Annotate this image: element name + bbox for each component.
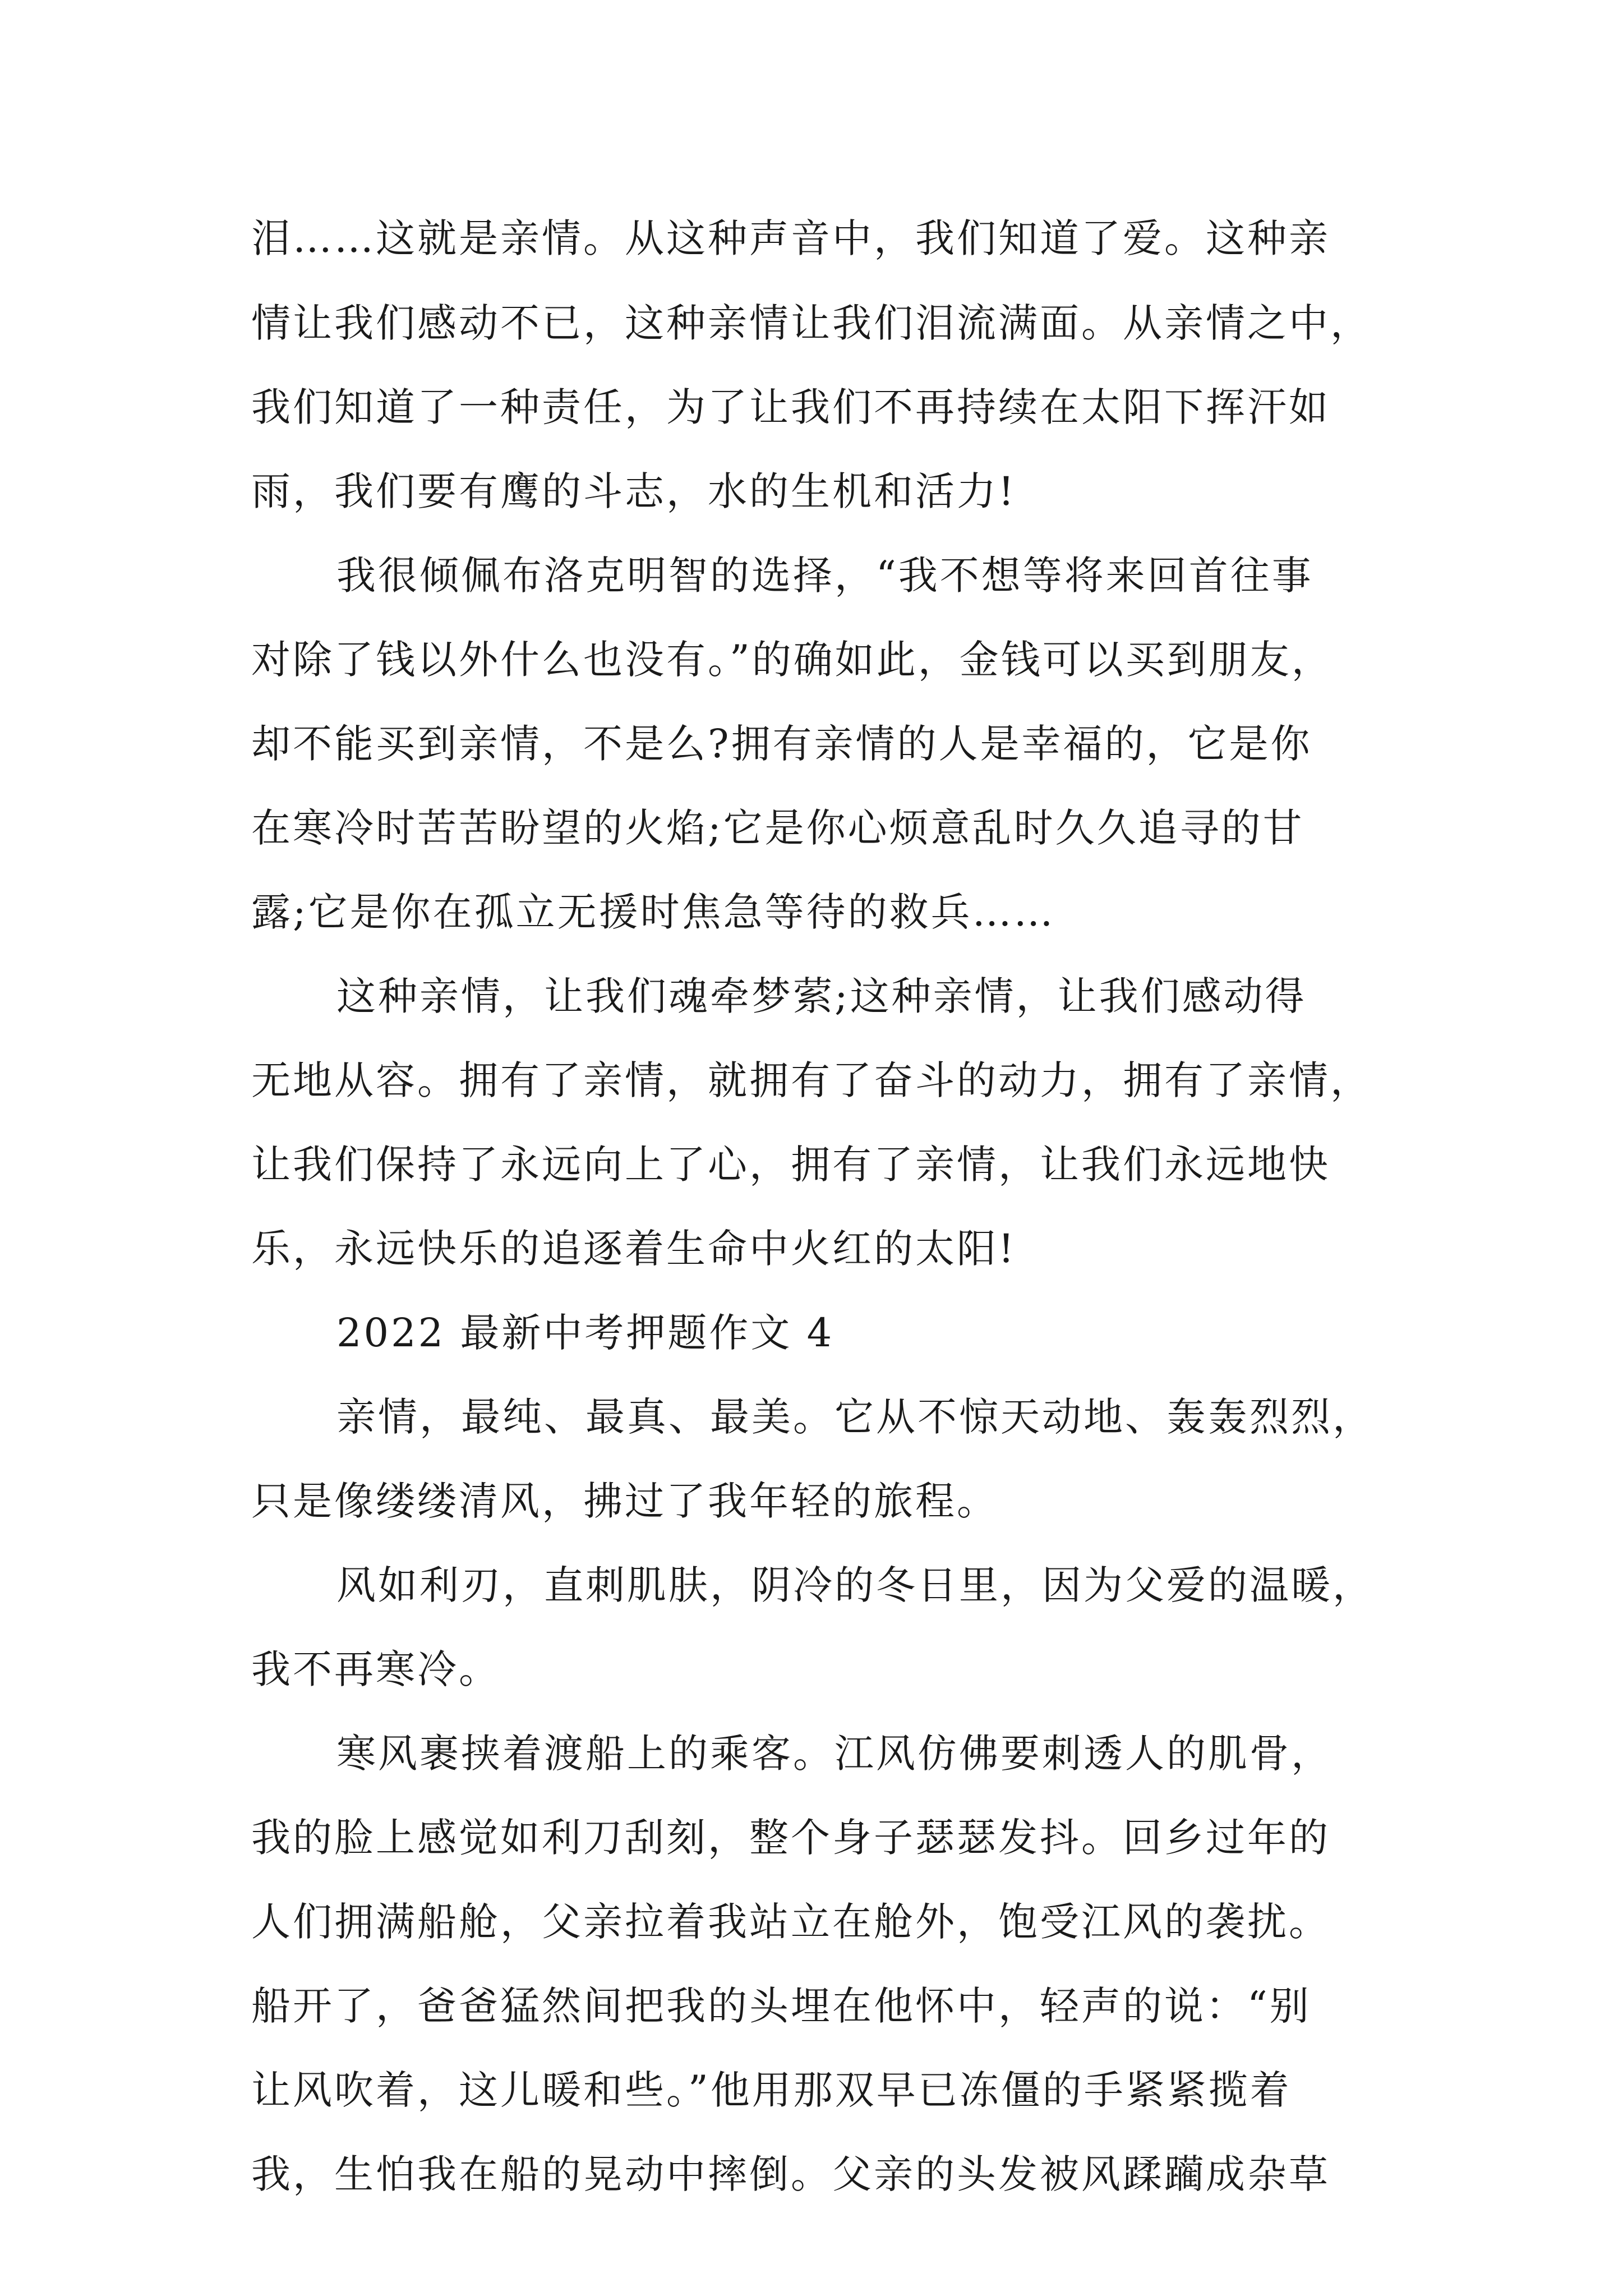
text-line: 只是像缕缕清风，拂过了我年轻的旅程。 [251, 1478, 998, 1524]
text-line: 我们知道了一种责任，为了让我们不再持续在太阳下挥汗如 [251, 384, 1330, 430]
text-line: 却不能买到亲情，不是么?拥有亲情的人是幸福的，它是你 [251, 721, 1312, 767]
text-line: 露;它是你在孤立无援时焦急等待的救兵…… [251, 889, 1055, 935]
paragraph-first-line: 我很倾佩布洛克明智的选择，“我不想等将来回首往事 [336, 553, 1313, 599]
text-line: 船开了，爸爸猛然间把我的头埋在他怀中，轻声的说：“别 [251, 1983, 1311, 2029]
paragraph-first-line: 寒风裹挟着渡船上的乘客。江风仿佛要刺透人的肌骨， [336, 1731, 1332, 1777]
text-line: 在寒冷时苦苦盼望的火焰;它是你心烦意乱时久久追寻的甘 [251, 805, 1304, 851]
paragraph-first-line: 亲情，最纯、最真、最美。它从不惊天动地、轰轰烈烈， [336, 1394, 1374, 1440]
text-line: 让风吹着，这儿暖和些。”他用那双早已冻僵的手紧紧揽着 [251, 2067, 1292, 2113]
text-line: 我，生怕我在船的晃动中摔倒。父亲的头发被风蹂躏成杂草 [251, 2151, 1330, 2197]
text-line: 对除了钱以外什么也没有。”的确如此，金钱可以买到朋友， [251, 637, 1333, 683]
text-line: 让我们保持了永远向上了心，拥有了亲情，让我们永远地快 [251, 1142, 1330, 1188]
text-line: 我不再寒冷。 [251, 1646, 500, 1692]
text-line: 人们拥满船舱，父亲拉着我站立在舱外，饱受江风的袭扰。 [251, 1899, 1330, 1945]
text-line: 无地从容。拥有了亲情，就拥有了奋斗的动力，拥有了亲情， [251, 1057, 1372, 1103]
text-line: 我的脸上感觉如利刀刮刻，整个身子瑟瑟发抖。回乡过年的 [251, 1815, 1330, 1861]
text-line: 情让我们感动不已，这种亲情让我们泪流满面。从亲情之中， [251, 300, 1372, 346]
section-heading: 2022 最新中考押题作文 4 [336, 1310, 834, 1356]
text-line: 雨，我们要有鹰的斗志，水的生机和活力! [251, 468, 1017, 514]
text-line: 乐，永远快乐的追逐着生命中火红的太阳! [251, 1226, 1017, 1272]
paragraph-first-line: 风如利刃，直刺肌肤，阴冷的冬日里，因为父爱的温暖， [336, 1562, 1374, 1608]
text-line: 泪……这就是亲情。从这种声音中，我们知道了爱。这种亲 [251, 215, 1330, 261]
paragraph-first-line: 这种亲情，让我们魂牵梦萦;这种亲情，让我们感动得 [336, 973, 1307, 1019]
